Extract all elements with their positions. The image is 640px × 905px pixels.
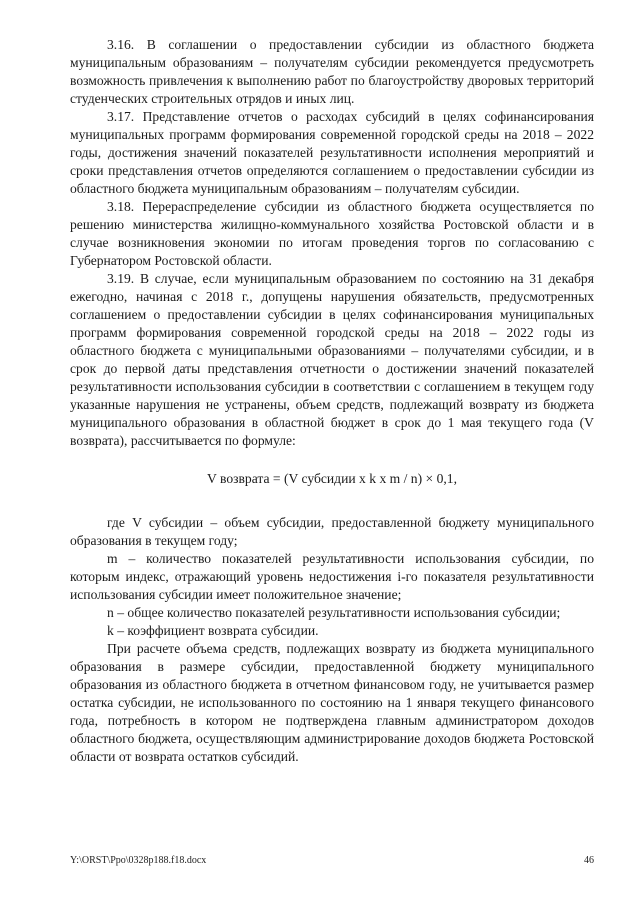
definition-n: n – общее количество показателей результативности использования субсидии;: [107, 605, 561, 620]
paragraph-3-19: 3.19. В случае, если муниципальным образованием по состоянию на 31 декабря ежегодно, начиная с 2018 г., допущены нарушения обязательств, предусмотренных соглашением о предоставлении субсидии в целях софинансирования муниципальных программ формирования современной городской среды на 2018 – 2022 годы из областного бюджета с муниципальными образованиями – получателями субсидии, и в срок до первой даты представления отчетности о достижении значений показателей результативности использования субсидии в соответствии с соглашением в текущем году указанные нарушения не устранены, объем средств, подлежащий возврату из бюджета муниципального образования в областной бюджет в срок до 1 мая текущего года (V возврата), рассчитывается по формуле:: [70, 271, 594, 448]
page-number: 46: [584, 855, 594, 866]
paragraph-3-18: 3.18. Перераспределение субсидии из областного бюджета осуществляется по решению министерства жилищно-коммунального хозяйства Ростовской области и в случае возникновения экономии по итогам проведения торгов по согласованию с Губернатором Ростовской области.: [70, 199, 594, 268]
footer-file-path: Y:\ORST\Ppo\0328p188.f18.docx: [70, 855, 207, 866]
paragraph-3-16: 3.16. В соглашении о предоставлении субсидии из областного бюджета муниципальным образованиям – получателям субсидии рекомендуется предусмотреть возможность привлечения к выполнению работ по благоустройству дворовых территорий студенческих строительных отрядов и иных лиц.: [70, 37, 594, 106]
paragraph-3-17: 3.17. Представление отчетов о расходах субсидий в целях софинансирования муниципальных программ формирования современной городской среды на 2018 – 2022 годы, достижения значений показателей результативности исполнения мероприятий и сроки представления отчетов определяются соглашением о предоставлении субсидии из областного бюджета муниципальным образованиям – получателям субсидии.: [70, 109, 594, 196]
definition-v-subsidy: где V субсидии – объем субсидии, предоставленной бюджету муниципального образования в текущем году;: [70, 515, 594, 548]
definition-m: m – количество показателей результативности использования субсидии, по которым индекс, отражающий уровень недостижения i-го показателя результативности использования субсидии имеет положительное значение;: [70, 551, 594, 602]
document-body: [70, 36, 594, 766]
paragraph-calculation-note: При расчете объема средств, подлежащих возврату из бюджета муниципального образования в размере субсидии, предоставленной бюджету муниципального образования из областного бюджета в отчетном финансовом году, не учитывается размер остатка субсидии, не использованного по состоянию на 1 января текущего финансового года, потребность в котором не подтверждена главным администратором доходов областного бюджета, осуществляющим администрирование доходов бюджета Ростовской области от возврата остатков субсидий.: [70, 641, 594, 764]
formula: V возврата = (V субсидии x k x m / n) × 0,1,: [207, 471, 457, 486]
definition-k: k – коэффициент возврата субсидии.: [107, 623, 319, 638]
